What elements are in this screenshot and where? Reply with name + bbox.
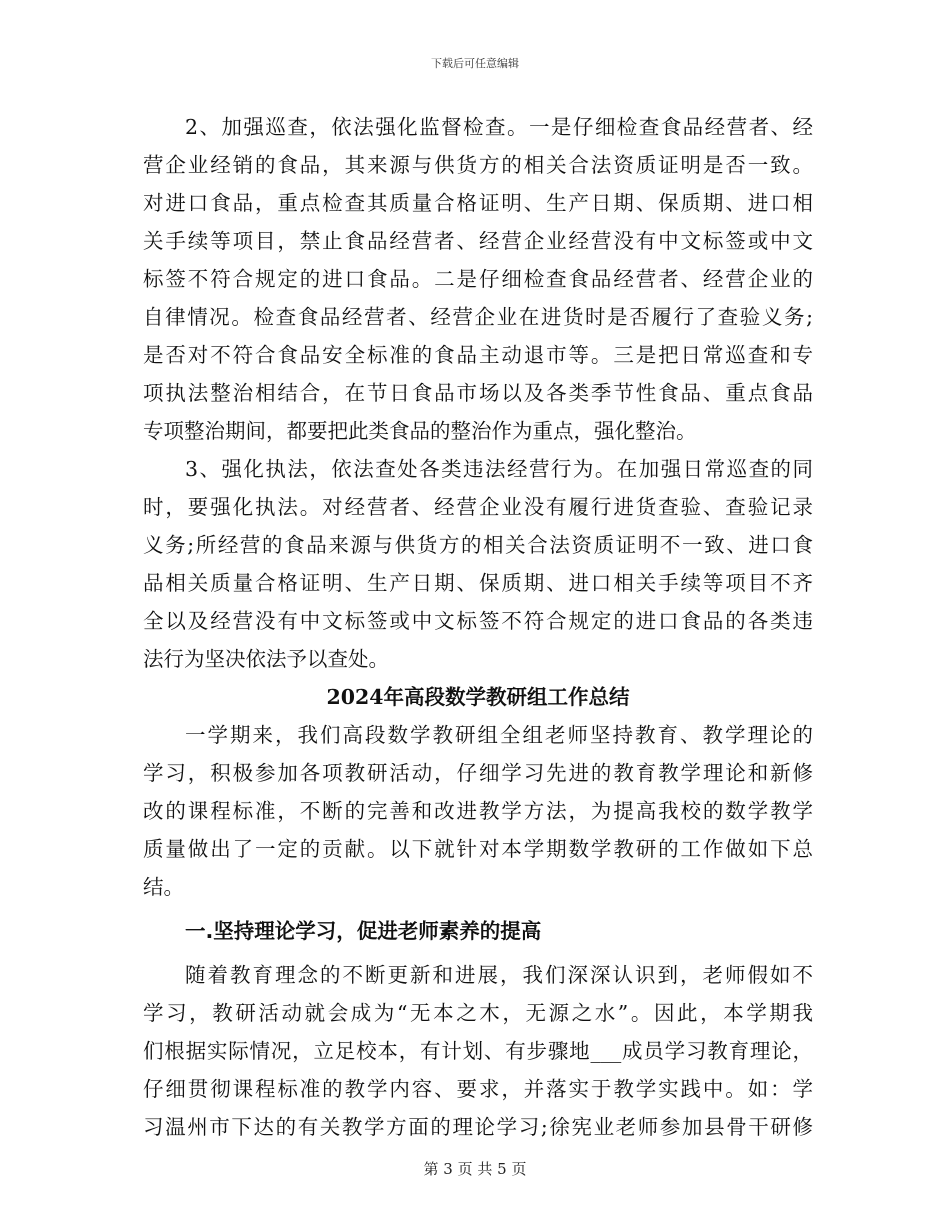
text-line: 自律情况。检查食品经营者、经营企业在进货时是否履行了查验义务; xyxy=(143,305,813,329)
page-number: 第 3 页 共 5 页 xyxy=(423,1160,527,1178)
page-header: 下载后可任意编辑 xyxy=(431,57,519,70)
text-line: 全以及经营没有中文标签或中文标签不符合规定的进口食品的各类违 xyxy=(143,609,813,633)
text-line: 营企业经销的食品，其来源与供货方的相关合法资质证明是否一致。 xyxy=(143,153,813,177)
text-line: 2、加强巡查，依法强化监督检查。一是仔细检查食品经营者、经 xyxy=(185,115,813,139)
text-line: 随着教育理念的不断更新和进展，我们深深认识到，老师假如不 xyxy=(185,963,813,987)
text-line: 专项整治期间，都要把此类食品的整治作为重点，强化整治。 xyxy=(143,419,697,443)
text-line: 时，要强化执法。对经营者、经营企业没有履行进货查验、查验记录 xyxy=(143,495,813,519)
text-line: 质量做出了一定的贡献。以下就针对本学期数学教研的工作做如下总 xyxy=(143,837,813,861)
paragraph-strengthen-inspection xyxy=(143,108,813,450)
paragraph-theory-learning xyxy=(143,956,813,1146)
text-line: 改的课程标准，不断的完善和改进教学方法，为提高我校的数学教学 xyxy=(143,799,813,823)
document-body xyxy=(143,108,813,1146)
text-line: 学习，积极参加各项教研活动，仔细学习先进的教育教学理论和新修 xyxy=(143,761,813,785)
text-line: 关手续等项目，禁止食品经营者、经营企业经营没有中文标签或中文 xyxy=(143,229,813,253)
text-line: 标签不符合规定的进口食品。二是仔细检查食品经营者、经营企业的 xyxy=(143,267,813,291)
paragraph-strengthen-enforcement xyxy=(143,450,813,678)
section-heading: 一.坚持理论学习，促进老师素养的提高 xyxy=(185,919,542,943)
text-line: 是否对不符合食品安全标准的食品主动退市等。三是把日常巡查和专 xyxy=(143,343,813,367)
text-line: 一学期来，我们高段数学教研组全组老师坚持教育、教学理论的 xyxy=(185,723,813,747)
text-line: 结。 xyxy=(143,875,184,899)
text-line: 仔细贯彻课程标准的教学内容、要求，并落实于教学实践中。如：学 xyxy=(143,1077,813,1101)
document-title: 2024年高段数学教研组工作总结 xyxy=(326,685,630,709)
text-line: 法行为坚决依法予以查处。 xyxy=(143,647,389,671)
text-line: 3、强化执法，依法查处各类违法经营行为。在加强日常巡查的同 xyxy=(185,457,813,481)
paragraph-intro-summary xyxy=(143,716,813,906)
text-line: 习温州市下达的有关教学方面的理论学习;徐宪业老师参加县骨干研修 xyxy=(143,1115,813,1139)
text-line: 品相关质量合格证明、生产日期、保质期、进口相关手续等项目不齐 xyxy=(143,571,813,595)
text-line: 对进口食品，重点检查其质量合格证明、生产日期、保质期、进口相 xyxy=(143,191,813,215)
text-line: 项执法整治相结合，在节日食品市场以及各类季节性食品、重点食品 xyxy=(143,381,813,405)
text-line: 学习，教研活动就会成为“无本之木，无源之水”。因此，本学期我 xyxy=(143,1001,813,1025)
text-line: 们根据实际情况，立足校本，有计划、有步骤地___成员学习教育理论， xyxy=(143,1039,813,1063)
text-line: 义务;所经营的食品来源与供货方的相关合法资质证明不一致、进口食 xyxy=(143,533,813,557)
